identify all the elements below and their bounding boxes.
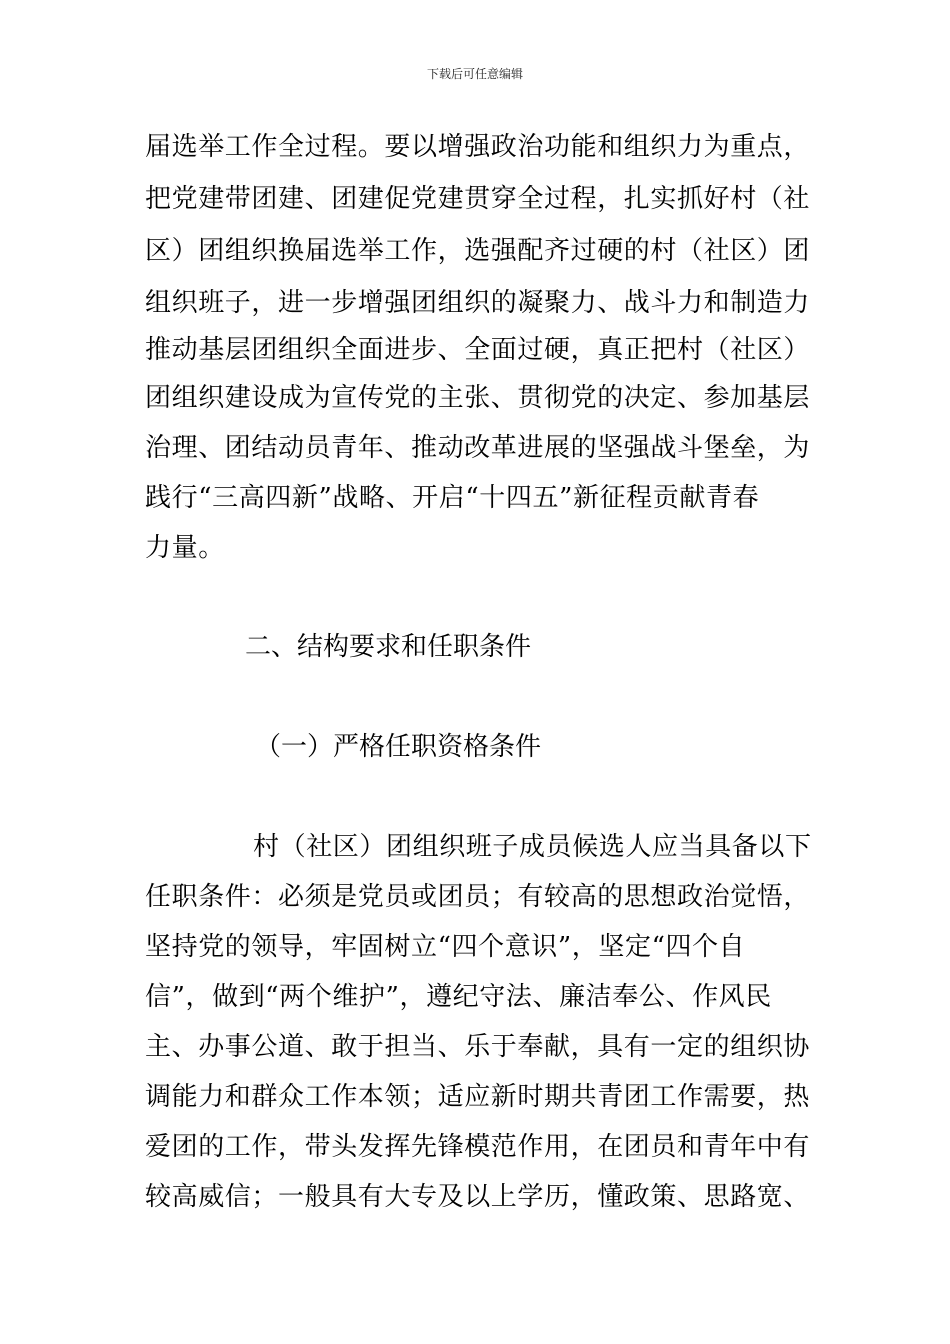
paragraph-line: 把党建带团建、团建促党建贯穿全过程，扎实抓好村（社	[145, 184, 811, 214]
subsection-heading: （一）严格任职资格条件	[255, 732, 542, 762]
page-header: 下载后可任意编辑	[426, 67, 523, 81]
paragraph-line: 信”，做到“两个维护”，遵纪守法、廉洁奉公、作风民	[145, 982, 772, 1012]
paragraph-line: 推动基层团组织全面进步、全面过硬，真正把村（社区）	[145, 335, 811, 365]
paragraph-line: 主、办事公道、敢于担当、乐于奉献，具有一定的组织协	[145, 1032, 811, 1062]
paragraph-line: 组织班子，进一步增强团组织的凝聚力、战斗力和制造力	[145, 288, 811, 318]
section-heading: 二、结构要求和任职条件	[245, 632, 532, 662]
paragraph-line: 届选举工作全过程。要以增强政治功能和组织力为重点，	[145, 132, 811, 162]
paragraph-line: 治理、团结动员青年、推动改革进展的坚强战斗堡垒，为	[145, 433, 811, 463]
paragraph-line: 村（社区）团组织班子成员候选人应当具备以下	[253, 832, 812, 862]
paragraph-line: 团组织建设成为宣传党的主张、贯彻党的决定、参加基层	[145, 383, 811, 413]
paragraph-line: 爱团的工作，带头发挥先锋模范作用，在团员和青年中有	[145, 1132, 811, 1162]
paragraph-line: 任职条件：必须是党员或团员；有较高的思想政治觉悟，	[145, 882, 811, 912]
paragraph-line: 较高威信；一般具有大专及以上学历，懂政策、思路宽、	[145, 1182, 811, 1212]
paragraph-line: 区）团组织换届选举工作，选强配齐过硬的村（社区）团	[145, 236, 811, 266]
paragraph-line: 力量。	[145, 533, 225, 563]
paragraph-line: 践行“三高四新”战略、开启“十四五”新征程贡献青春	[145, 483, 760, 513]
paragraph-line: 坚持党的领导，牢固树立“四个意识”，坚定“四个自	[145, 932, 746, 962]
paragraph-line: 调能力和群众工作本领；适应新时期共青团工作需要，热	[145, 1082, 811, 1112]
